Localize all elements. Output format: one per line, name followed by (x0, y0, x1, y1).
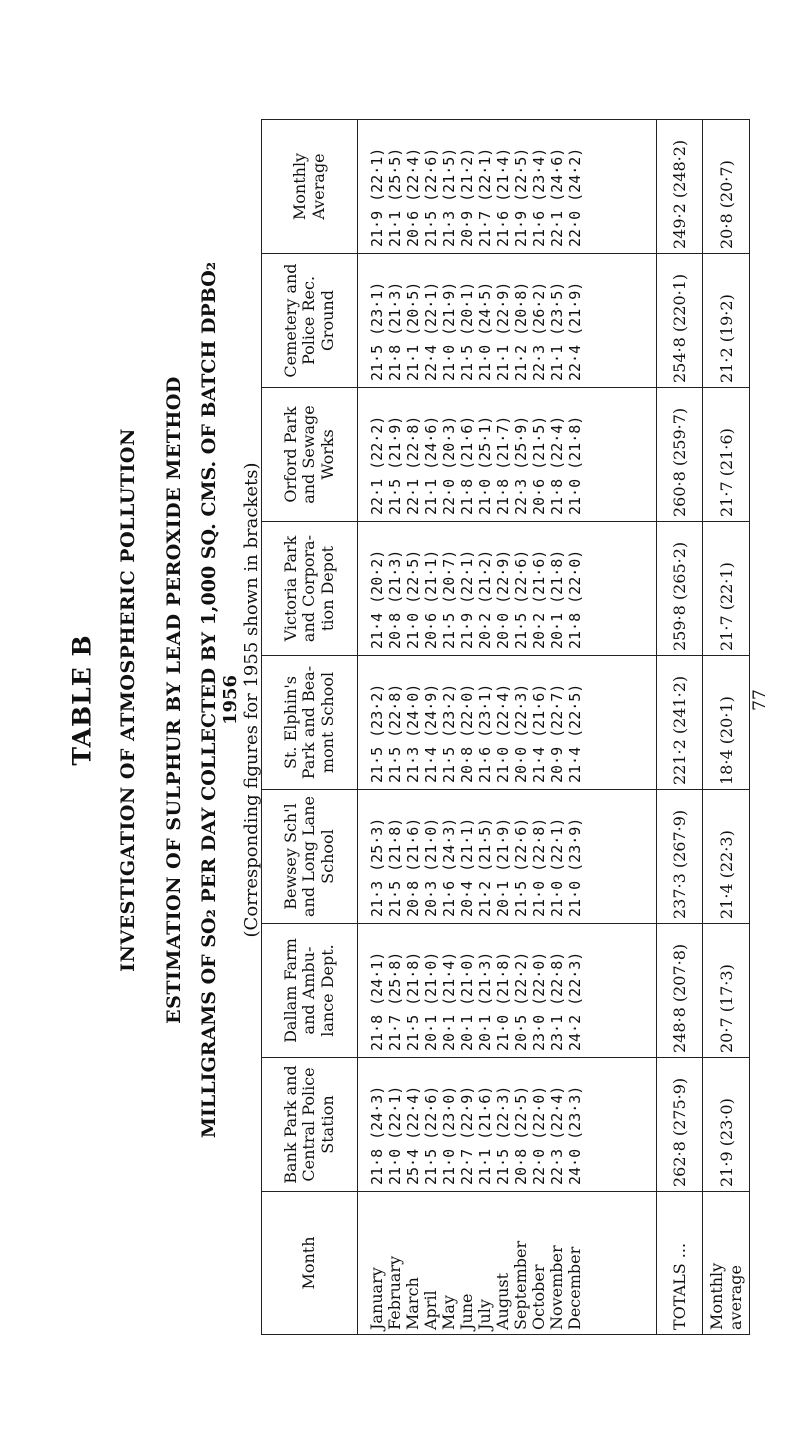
monthly-value: 22·3 (22·4) (548, 1085, 567, 1185)
site-column (358, 120, 656, 254)
monthly-value: 21·5 (21·9) (386, 415, 405, 515)
total-value: 260·8 (259·7) (656, 388, 703, 522)
totals-row (656, 120, 703, 1335)
site-header: Bank Park and Central Police Station (262, 1058, 358, 1192)
monthly-value: 22·3 (25·9) (512, 415, 531, 515)
monthly-value: 20·9 (22·7) (548, 683, 567, 783)
monthly-value: 21·0 (22·5) (404, 549, 423, 649)
total-value: 254·8 (220·1) (656, 254, 703, 388)
monthly-value: 20·6 (22·4) (404, 147, 423, 247)
monthly-value: 22·0 (24·2) (566, 147, 585, 247)
monthly-value: 21·8 (21·7) (494, 415, 513, 515)
monthly-value: 21·4 (20·2) (368, 549, 387, 649)
monthly-value: 21·1 (24·6) (422, 415, 441, 515)
total-value: 248·8 (207·8) (656, 924, 703, 1058)
monthly-value: 21·5 (22·6) (422, 147, 441, 247)
monthly-value: 21·5 (22·3) (494, 1085, 513, 1185)
monthly-value: 20·9 (21·2) (458, 147, 477, 247)
monthly-value: 20·1 (21·4) (440, 951, 459, 1051)
monthly-value: 21·0 (21·9) (440, 281, 459, 381)
month-name: October (529, 1264, 549, 1330)
table-label: TABLE B (67, 634, 97, 766)
average-value: 21·2 (19·2) (703, 254, 750, 388)
month-name: November (547, 1245, 567, 1330)
monthly-value: 22·7 (22·9) (458, 1085, 477, 1185)
monthly-value: 20·5 (22·2) (512, 951, 531, 1051)
monthly-value: 25·4 (22·4) (404, 1085, 423, 1185)
monthly-value: 21·8 (24·1) (368, 951, 387, 1051)
average-value: 20·8 (20·7) (703, 120, 750, 254)
month-name: August (493, 1272, 513, 1330)
monthly-value: 21·4 (24·9) (422, 683, 441, 783)
month-name: March (403, 1277, 423, 1330)
sulphur-table (261, 120, 750, 1335)
monthly-value: 20·8 (22·0) (458, 683, 477, 783)
monthly-value: 23·0 (22·0) (530, 951, 549, 1051)
monthly-value: 21·0 (21·8) (494, 951, 513, 1051)
site-header: Dallam Farm and Ambu-lance Dept. (262, 924, 358, 1058)
monthly-value: 21·1 (21·6) (476, 1085, 495, 1185)
monthly-value: 21·7 (25·8) (386, 951, 405, 1051)
total-value: 259·8 (265·2) (656, 522, 703, 656)
title-line-1: INVESTIGATION OF ATMOSPHERIC POLLUTION (117, 428, 139, 972)
monthly-value: 20·0 (22·3) (512, 683, 531, 783)
monthly-value: 21·3 (21·5) (440, 147, 459, 247)
monthly-value: 20·0 (22·9) (494, 549, 513, 649)
monthly-value: 21·8 (24·3) (368, 1085, 387, 1185)
month-name: May (439, 1295, 459, 1330)
monthly-value: 21·0 (22·8) (530, 817, 549, 917)
monthly-value: 21·2 (21·5) (476, 817, 495, 917)
average-value: 21·4 (22·3) (703, 790, 750, 924)
monthly-value: 20·1 (21·3) (476, 951, 495, 1051)
monthly-values-row (358, 120, 656, 1335)
monthly-value: 21·0 (22·1) (386, 1085, 405, 1185)
average-value: 20·7 (17·3) (703, 924, 750, 1058)
monthly-value: 21·5 (22·8) (386, 683, 405, 783)
monthly-value: 20·1 (21·8) (548, 549, 567, 649)
monthly-value: 20·2 (21·6) (530, 549, 549, 649)
site-column (358, 790, 656, 924)
monthly-value: 21·5 (22·6) (512, 817, 531, 917)
total-value: 237·3 (267·9) (656, 790, 703, 924)
average-value: 21·7 (21·6) (703, 388, 750, 522)
monthly-value: 21·5 (20·1) (458, 281, 477, 381)
month-list (358, 1192, 656, 1335)
monthly-value: 24·2 (22·3) (566, 951, 585, 1051)
monthly-value: 21·1 (22·9) (494, 281, 513, 381)
site-header: Orford Park and Sewage Works (262, 388, 358, 522)
monthly-value: 20·8 (21·6) (404, 817, 423, 917)
monthly-value: 21·7 (22·1) (476, 147, 495, 247)
monthly-value: 20·4 (21·1) (458, 817, 477, 917)
site-header: Monthly Average (262, 120, 358, 254)
monthly-value: 22·0 (20·3) (440, 415, 459, 515)
monthly-value: 21·0 (23·0) (440, 1085, 459, 1185)
monthly-value: 21·2 (20·8) (512, 281, 531, 381)
title-year-and-note (220, 463, 262, 938)
total-value: 262·8 (275·9) (656, 1058, 703, 1192)
average-value: 21·7 (22·1) (703, 522, 750, 656)
average-value: 18·4 (20·1) (703, 656, 750, 790)
monthly-value: 21·1 (20·5) (404, 281, 423, 381)
month-name: December (565, 1246, 585, 1330)
monthly-value: 21·3 (24·0) (404, 683, 423, 783)
monthly-value: 21·5 (23·1) (368, 281, 387, 381)
average-label: Monthly average (703, 1192, 750, 1335)
monthly-value: 22·3 (26·2) (530, 281, 549, 381)
month-name: February (385, 1255, 405, 1330)
monthly-value: 21·9 (22·1) (458, 549, 477, 649)
monthly-value: 21·8 (21·3) (386, 281, 405, 381)
monthly-value: 21·8 (21·6) (458, 415, 477, 515)
monthly-value: 20·1 (21·9) (494, 817, 513, 917)
site-column (358, 924, 656, 1058)
monthly-value: 21·8 (22·0) (566, 549, 585, 649)
site-column (358, 656, 656, 790)
site-header: Victoria Park and Corpora-tion Depot (262, 522, 358, 656)
monthly-value: 21·5 (20·7) (440, 549, 459, 649)
monthly-value: 21·5 (21·8) (386, 817, 405, 917)
site-column (358, 1058, 656, 1192)
month-name: January (367, 1267, 387, 1330)
monthly-value: 21·4 (22·5) (566, 683, 585, 783)
header-row (262, 120, 358, 1335)
monthly-value: 22·1 (22·2) (368, 415, 387, 515)
monthly-value: 21·9 (22·1) (368, 147, 387, 247)
monthly-value: 20·8 (21·3) (386, 549, 405, 649)
monthly-value: 21·6 (21·4) (494, 147, 513, 247)
site-column (358, 254, 656, 388)
bracket-note: (Corresponding figures for 1955 shown in brackets) (241, 462, 262, 938)
average-row (703, 120, 750, 1335)
title-line-2: ESTIMATION OF SULPHUR BY LEAD PEROXIDE METHOD (163, 376, 185, 1024)
monthly-value: 21·0 (21·8) (566, 415, 585, 515)
monthly-value: 21·0 (24·5) (476, 281, 495, 381)
average-value: 21·9 (23·0) (703, 1058, 750, 1192)
month-name: July (475, 1299, 495, 1330)
site-header: Bewsey Sch'l and Long Lane School (262, 790, 358, 924)
monthly-value: 21·1 (23·5) (548, 281, 567, 381)
monthly-value: 20·2 (21·2) (476, 549, 495, 649)
page-number: 77 (750, 689, 770, 711)
total-value: 221·2 (241·2) (656, 656, 703, 790)
monthly-value: 21·5 (21·8) (404, 951, 423, 1051)
monthly-value: 21·0 (22·4) (494, 683, 513, 783)
monthly-value: 21·0 (25·1) (476, 415, 495, 515)
title-line-3: MILLIGRAMS OF SO₂ PER DAY COLLECTED BY 1,000 SQ. CMS. OF BATCH DPBO₂ (198, 261, 220, 1139)
monthly-value: 21·0 (23·9) (566, 817, 585, 917)
total-value: 249·2 (248·2) (656, 120, 703, 254)
month-name: April (421, 1290, 441, 1330)
monthly-value: 21·6 (24·3) (440, 817, 459, 917)
monthly-value: 23·1 (22·8) (548, 951, 567, 1051)
monthly-value: 21·5 (22·6) (512, 549, 531, 649)
monthly-value: 21·9 (22·5) (512, 147, 531, 247)
month-header: Month (262, 1192, 358, 1335)
year-label: 1956 (220, 674, 241, 726)
site-column (358, 522, 656, 656)
monthly-value: 20·3 (21·0) (422, 817, 441, 917)
totals-label: TOTALS ... (656, 1192, 703, 1335)
monthly-value: 21·6 (23·4) (530, 147, 549, 247)
monthly-value: 21·3 (25·3) (368, 817, 387, 917)
monthly-value: 24·0 (23·3) (566, 1085, 585, 1185)
monthly-value: 21·5 (23·2) (368, 683, 387, 783)
site-header: Cemetery and Police Rec. Ground (262, 254, 358, 388)
monthly-value: 21·4 (21·6) (530, 683, 549, 783)
site-column (358, 388, 656, 522)
monthly-value: 21·1 (25·5) (386, 147, 405, 247)
monthly-value: 21·5 (22·6) (422, 1085, 441, 1185)
monthly-value: 20·1 (21·0) (458, 951, 477, 1051)
data-table (261, 119, 750, 1335)
month-name: June (457, 1293, 477, 1330)
monthly-value: 22·4 (22·1) (422, 281, 441, 381)
monthly-value: 22·1 (24·6) (548, 147, 567, 247)
site-header: St. Elphin's Park and Bea-mont School (262, 656, 358, 790)
month-name: September (511, 1240, 531, 1330)
monthly-value: 22·4 (21·9) (566, 281, 585, 381)
monthly-value: 22·1 (22·8) (404, 415, 423, 515)
monthly-value: 20·6 (21·5) (530, 415, 549, 515)
monthly-value: 21·8 (22·4) (548, 415, 567, 515)
monthly-value: 20·1 (21·0) (422, 951, 441, 1051)
monthly-value: 20·8 (22·5) (512, 1085, 531, 1185)
monthly-value: 21·0 (22·1) (548, 817, 567, 917)
monthly-value: 20·6 (21·1) (422, 549, 441, 649)
monthly-value: 22·0 (22·0) (530, 1085, 549, 1185)
monthly-value: 21·6 (23·1) (476, 683, 495, 783)
monthly-value: 21·5 (23·2) (440, 683, 459, 783)
